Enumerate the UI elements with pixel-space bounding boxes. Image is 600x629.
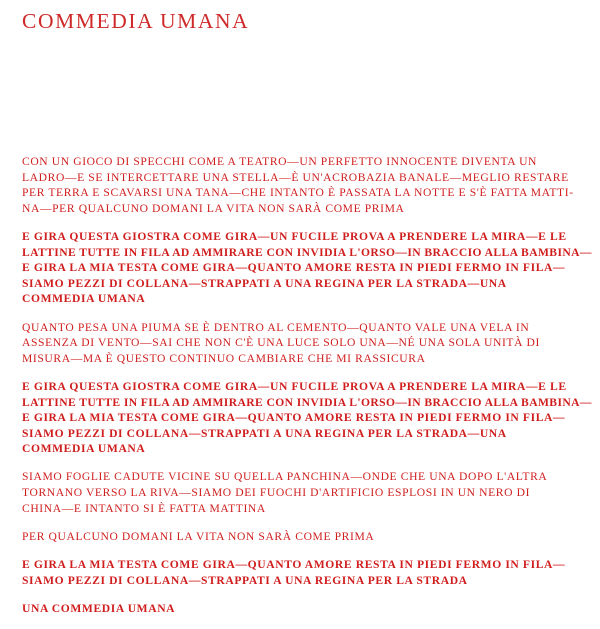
lyric-line: QUANTO PESA UNA PIUMA SE È DENTRO AL CEMENTO—QUANTO VALE UNA VELA IN	[22, 320, 530, 334]
stanza-chorus-1	[22, 229, 592, 307]
stanza-outro	[22, 601, 592, 617]
lyric-line: UNA COMMEDIA UMANA	[22, 601, 176, 615]
lyric-line: COMMEDIA UMANA	[22, 292, 146, 306]
lyric-line: SIAMO PEZZI DI COLLANA—STRAPPATI A UNA REGINA PER LA STRADA—UNA	[22, 426, 507, 440]
lyric-line: CHINA—E INTANTO SI È FATTA MATTINA	[22, 501, 266, 515]
stanza-verse-2	[22, 320, 592, 367]
lyric-line: PER TERRA E SCAVARSI UNA TANA—CHE INTANTO È PASSATA LA NOTTE E S'È FATTA MATTI-	[22, 186, 574, 200]
stanza-chorus-2	[22, 379, 592, 457]
stanza-chorus-3	[22, 557, 592, 588]
lyric-line: MISURA—MA È QUESTO CONTINUO CAMBIARE CHE MI RASSICURA	[22, 351, 426, 365]
lyric-line: E GIRA QUESTA GIOSTRA COME GIRA—UN FUCILE PROVA A PRENDERE LA MIRA—E LE	[22, 379, 567, 393]
lyric-line: E GIRA QUESTA GIOSTRA COME GIRA—UN FUCILE PROVA A PRENDERE LA MIRA—E LE	[22, 229, 567, 243]
page-title: COMMEDIA UMANA	[22, 9, 250, 33]
lyric-line: COMMEDIA UMANA	[22, 442, 146, 456]
lyric-line: LATTINE TUTTE IN FILA AD AMMIRARE CON INVIDIA L'ORSO—IN BRACCIO ALLA BAMBINA—	[22, 395, 592, 409]
stanza-verse-4	[22, 529, 592, 545]
lyric-line: CON UN GIOCO DI SPECCHI COME A TEATRO—UN PERFETTO INNOCENTE DIVENTA UN	[22, 155, 538, 168]
lyric-line: SIAMO PEZZI DI COLLANA—STRAPPATI A UNA REGINA PER LA STRADA	[22, 573, 468, 587]
stanza-verse-1	[22, 154, 592, 216]
stanza-verse-3	[22, 469, 592, 516]
lyric-line: NA—PER QUALCUNO DOMANI LA VITA NON SARÀ COME PRIMA	[22, 201, 405, 215]
lyric-line: ASSENZA DI VENTO—SAI CHE NON C'È UNA LUCE SOLO UNA—NÉ UNA SOLA UNITÀ DI	[22, 336, 540, 350]
lyric-line: E GIRA LA MIA TESTA COME GIRA—QUANTO AMORE RESTA IN PIEDI FERMO IN FILA—	[22, 411, 566, 425]
lyric-line: E GIRA LA MIA TESTA COME GIRA—QUANTO AMORE RESTA IN PIEDI FERMO IN FILA—	[22, 261, 566, 275]
lyric-line: SIAMO PEZZI DI COLLANA—STRAPPATI A UNA REGINA PER LA STRADA—UNA	[22, 276, 507, 290]
lyrics-body	[22, 154, 592, 629]
lyric-line: SIAMO FOGLIE CADUTE VICINE SU QUELLA PANCHINA—ONDE CHE UNA DOPO L'ALTRA	[22, 470, 548, 484]
lyric-line: PER QUALCUNO DOMANI LA VITA NON SARÀ COME PRIMA	[22, 529, 375, 543]
lyric-line: E GIRA LA MIA TESTA COME GIRA—QUANTO AMORE RESTA IN PIEDI FERMO IN FILA—	[22, 558, 566, 572]
lyric-line: TORNANO VERSO LA RIVA—SIAMO DEI FUOCHI D'ARTIFICIO ESPLOSI IN UN NERO DI	[22, 486, 531, 500]
lyric-line: LATTINE TUTTE IN FILA AD AMMIRARE CON INVIDIA L'ORSO—IN BRACCIO ALLA BAMBINA—	[22, 245, 592, 259]
lyric-line: LADRO—E SE INTERCETTARE UNA STELLA—È UN'ACROBAZIA BANALE—MEGLIO RESTARE	[22, 170, 569, 184]
